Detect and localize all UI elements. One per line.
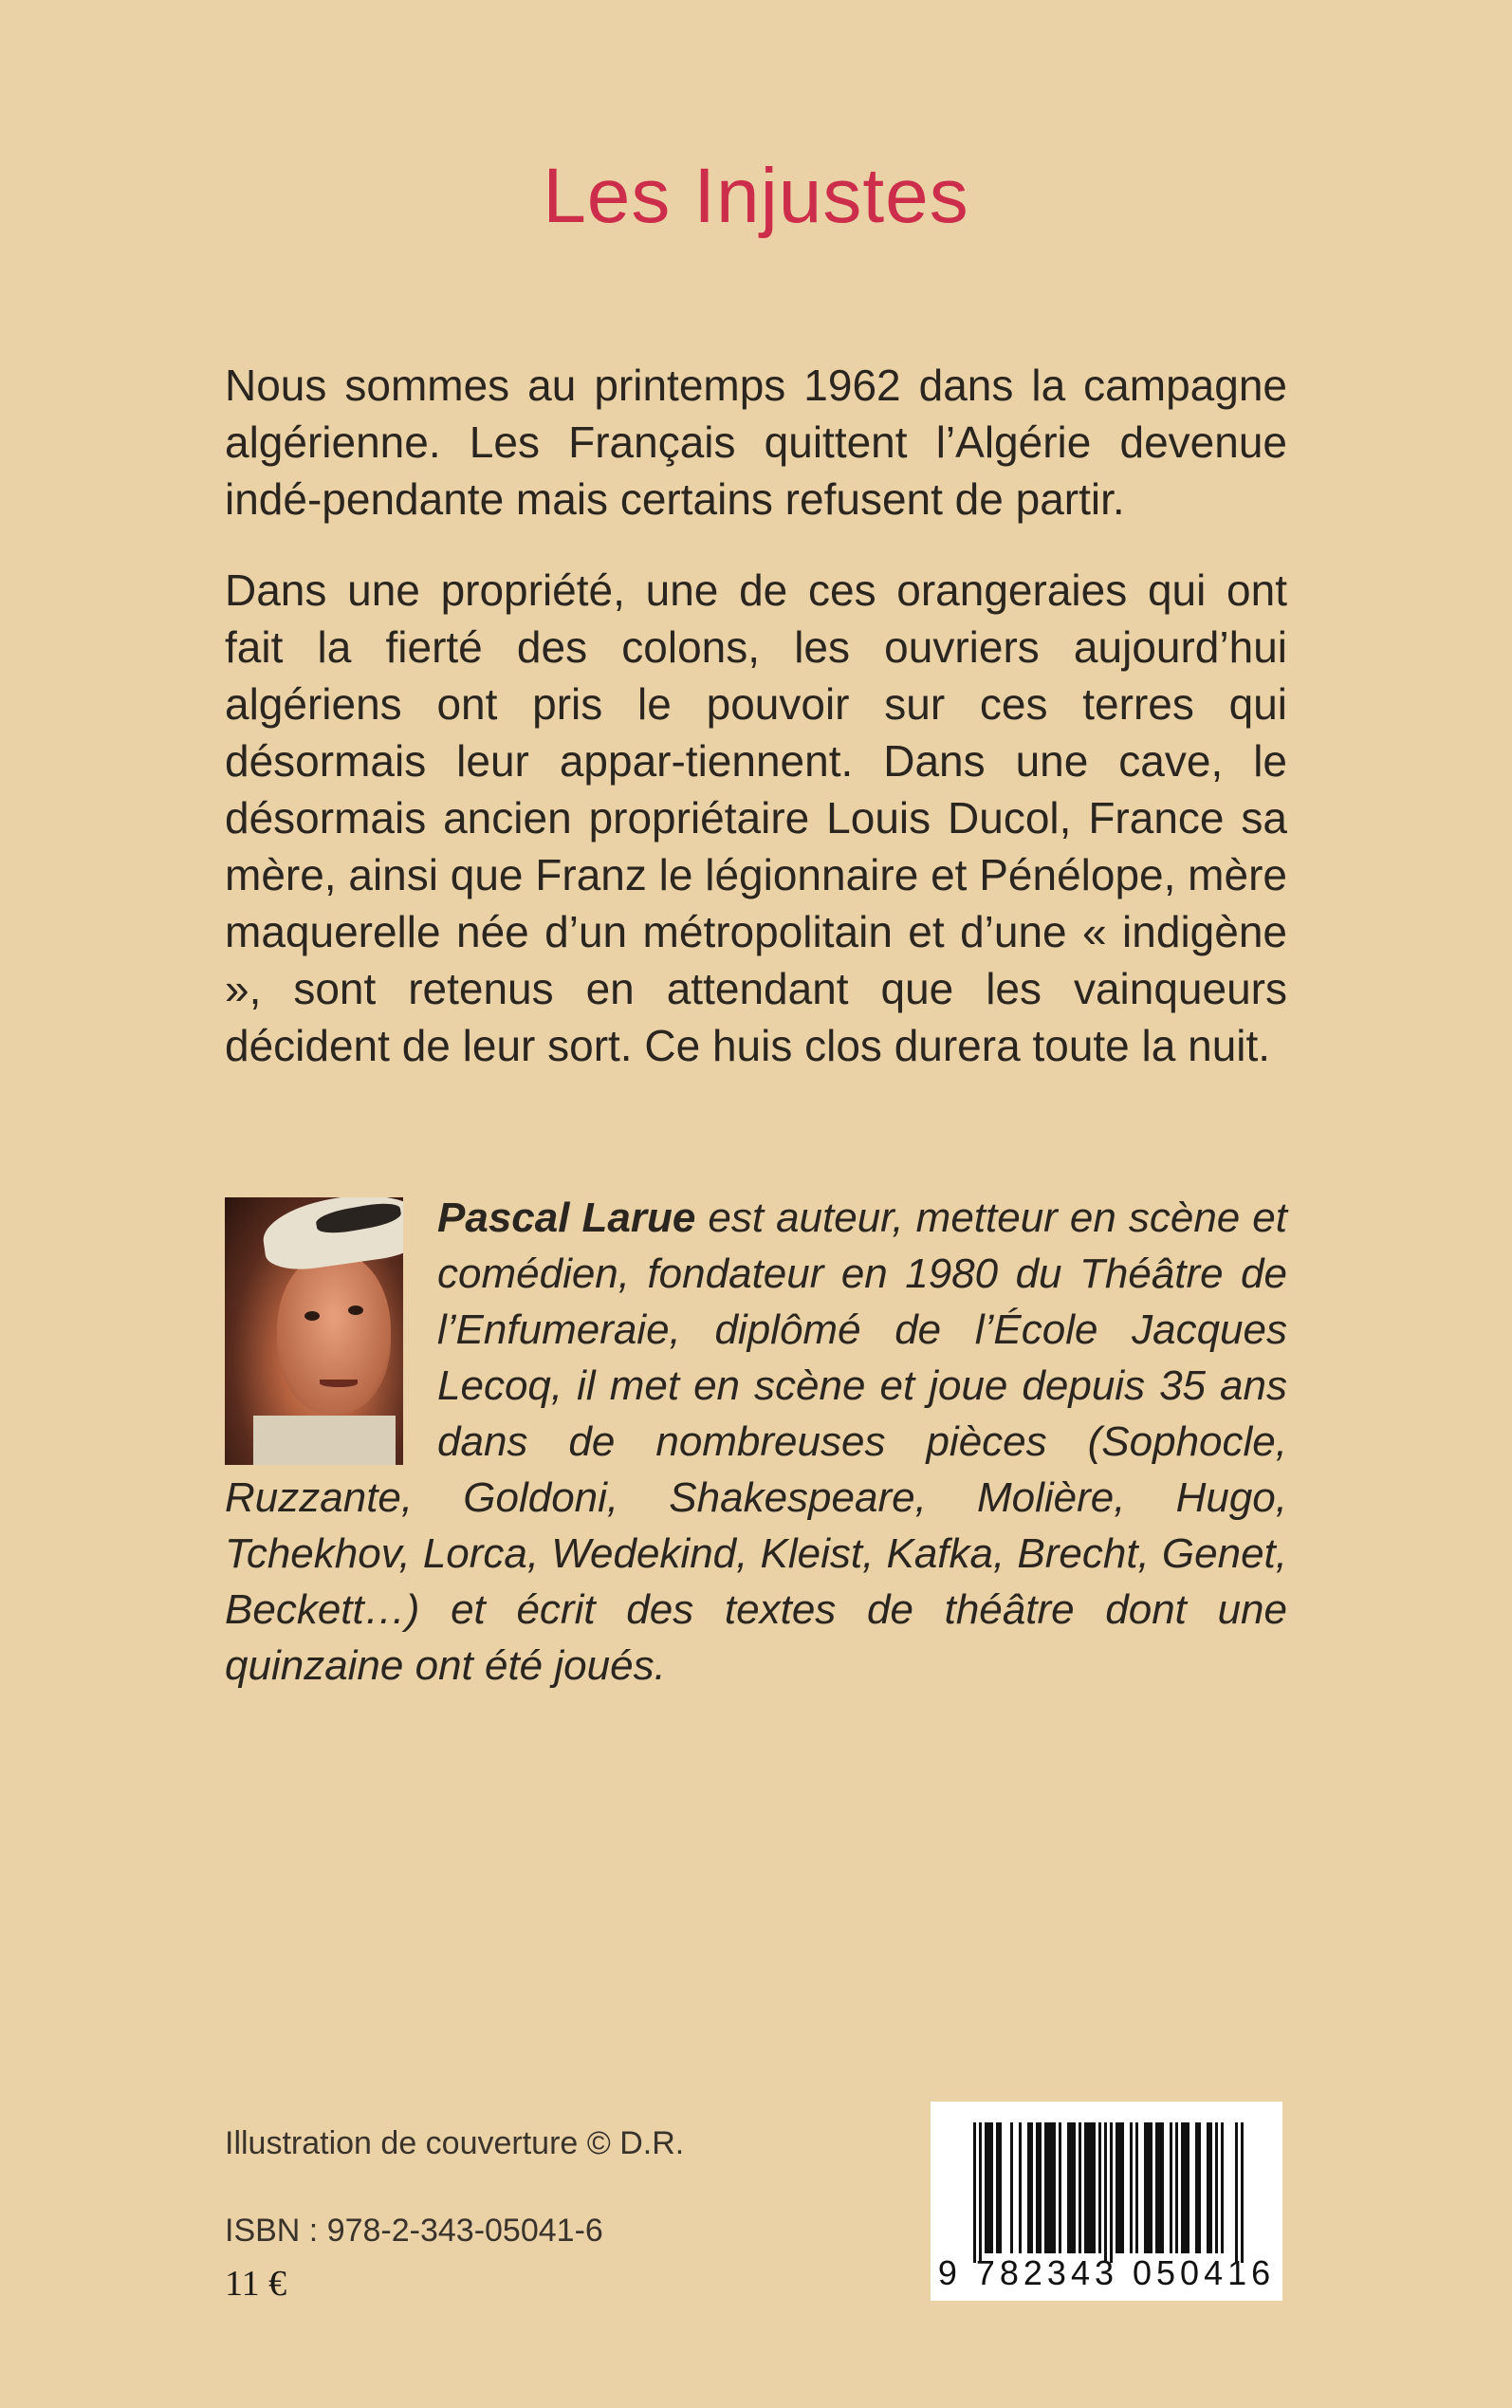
isbn-number: ISBN : 978-2-343-05041-6: [225, 2213, 603, 2249]
barcode-bar: [1175, 2122, 1178, 2253]
barcode-bar: [1209, 2122, 1212, 2253]
barcode-bar: [1198, 2122, 1201, 2253]
barcode-bar: [1221, 2122, 1224, 2253]
barcode-bar: [1155, 2122, 1158, 2253]
barcode-bar: [1053, 2122, 1056, 2253]
barcode-bar: [1150, 2122, 1152, 2253]
barcode-bar: [1010, 2122, 1013, 2253]
barcode-digits: 9 782343 050416: [937, 2253, 1276, 2292]
barcode-bar: [1187, 2122, 1189, 2253]
barcode-bar: [1181, 2122, 1184, 2253]
barcode-bar: [1059, 2122, 1061, 2253]
barcode-bar: [1050, 2122, 1053, 2253]
barcode-bar: [996, 2122, 999, 2253]
barcode-bar: [1087, 2122, 1090, 2253]
author-name: Pascal Larue: [437, 1195, 696, 1241]
barcode-bar: [1044, 2122, 1047, 2253]
barcode-bar: [1104, 2122, 1107, 2263]
barcode-bar: [1235, 2122, 1238, 2263]
barcode-bar: [1070, 2122, 1073, 2253]
barcode-bar: [1207, 2122, 1209, 2253]
barcode-bar: [1098, 2122, 1101, 2253]
barcode-bar: [1118, 2122, 1121, 2253]
barcode-bar: [1195, 2122, 1198, 2253]
price-label: 11 €: [225, 2264, 287, 2304]
barcode-bar: [1158, 2122, 1161, 2253]
barcode-bar: [1073, 2122, 1076, 2253]
barcode-bar: [1110, 2122, 1113, 2263]
author-bio: [225, 1190, 1287, 1694]
barcode-bar: [1170, 2122, 1172, 2253]
barcode-bar: [1215, 2122, 1218, 2253]
barcode-bar: [1161, 2122, 1164, 2253]
barcode-bar: [990, 2122, 993, 2253]
barcode-bar: [1130, 2122, 1133, 2253]
barcode-bar: [1030, 2122, 1033, 2253]
barcode-bar: [1039, 2122, 1042, 2253]
barcode: [931, 2102, 1282, 2301]
barcode-bar: [999, 2122, 1002, 2253]
barcode-bar: [1047, 2122, 1050, 2253]
barcode-bar: [1027, 2122, 1030, 2253]
barcode-bar: [1036, 2122, 1039, 2253]
barcode-bars: [931, 2102, 1282, 2263]
barcode-bar: [1116, 2122, 1118, 2253]
author-bio-text: est auteur, metteur en scène et comédien, fondateur en 1980 du Théâtre de l’Enfumeraie, diplômé de l’École Jacques Lecoq, il met en scène et joue depuis 35 ans dans de nombreuses pièces (Sophocle, Ruzzante, Goldoni, Shakespeare, Molière, Hugo, Tchekhov, Lorca, Wedekind, Kleist, Kafka, Brecht, Genet, Beckett…) et écrit des textes de théâtre dont une quinzaine ont été joués.: [225, 1195, 1287, 1689]
synopsis-paragraph-2: Dans une propriété, une de ces orangeraies qui ont fait la fierté des colons, les ouvriers aujourd’hui algériens ont pris le pouvoir sur ces terres qui désormais leur appar-tiennent. Dans une cave, le désormais ancien propriétaire Louis Ducol, France sa mère, ainsi que Franz le légionnaire et Pénélope, mère maquerelle née d’un métropolitain et d’une « indigène », sont retenus en attendant que les vainqueurs décident de leur sort. Ce huis clos durera toute la nuit.: [225, 565, 1287, 1070]
synopsis-paragraph-1: Nous sommes au printemps 1962 dans la campagne algérienne. Les Français quittent l’Algérie devenue indé-pendante mais certains refusent de partir.: [225, 361, 1287, 524]
barcode-bar: [1135, 2122, 1138, 2253]
barcode-bar: [1144, 2122, 1147, 2253]
barcode-bar: [1147, 2122, 1150, 2253]
barcode-bar: [973, 2122, 976, 2263]
author-portrait: [225, 1197, 403, 1465]
barcode-bar: [979, 2122, 982, 2263]
barcode-bar: [1084, 2122, 1087, 2253]
barcode-bar: [1079, 2122, 1081, 2253]
barcode-bar: [1121, 2122, 1124, 2253]
cover-credit: Illustration de couverture © D.R.: [225, 2125, 685, 2161]
barcode-bar: [1184, 2122, 1187, 2253]
barcode-bar: [1019, 2122, 1022, 2253]
barcode-bar: [1093, 2122, 1096, 2253]
barcode-bar: [1241, 2122, 1244, 2263]
barcode-bar: [1090, 2122, 1093, 2253]
barcode-bar: [1067, 2122, 1070, 2253]
barcode-bar: [985, 2122, 987, 2253]
book-title: Les Injustes: [543, 153, 969, 239]
barcode-bar: [987, 2122, 990, 2253]
